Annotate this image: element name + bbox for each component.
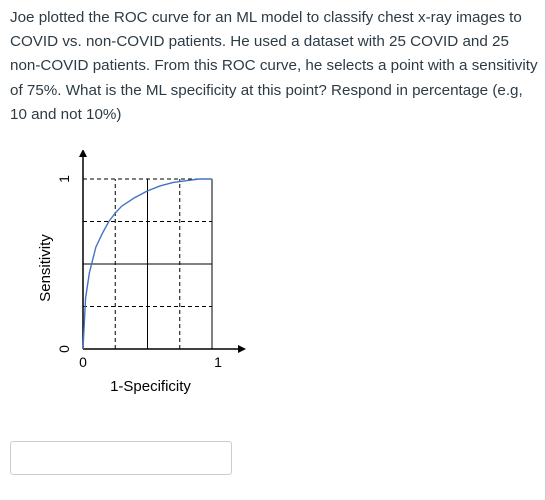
y-tick-label: 1 [56,175,72,183]
x-tick-label: 0 [79,354,87,370]
label-layer [37,175,222,395]
question-text: Joe plotted the ROC curve for an ML model to classify chest x-ray images to COVID vs. non-COVID patients. He used a dataset with 25 COVID and 25 non-COVID patients. From this ROC curve, he selects a point with a sensitivity of 75%. What is the ML specificity at this point? Respond in percentage (e.g, 10 and not 10%) [10,9,538,123]
axis-layer [83,153,242,349]
grid-layer [83,179,212,349]
y-axis-title: Sensitivity [37,234,54,302]
question-block [10,6,540,127]
roc-chart [30,150,270,400]
answer-input[interactable] [10,441,232,475]
x-axis-title: 1-Specificity [110,378,191,395]
x-tick-label: 1 [214,354,222,370]
roc-chart-svg [30,150,270,400]
y-tick-label: 0 [56,345,72,353]
